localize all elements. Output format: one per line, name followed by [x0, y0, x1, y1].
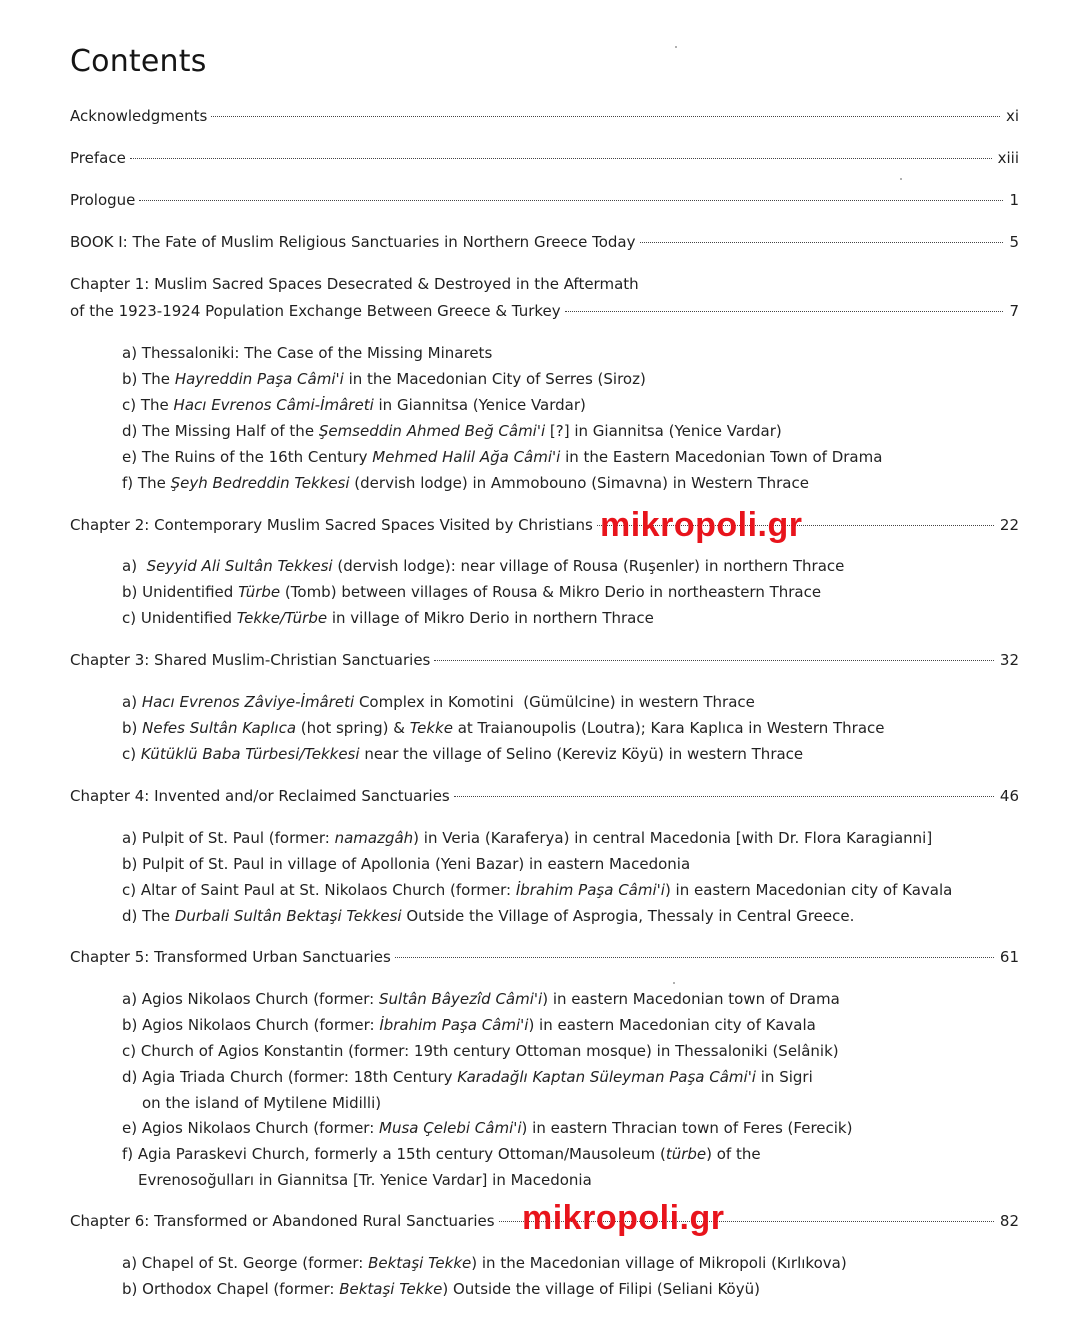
section-text: d) The Missing Half of the [122, 422, 319, 440]
section-text: a) [122, 557, 147, 575]
toc-page-number: 46 [999, 787, 1019, 805]
section-text: ) in eastern Macedonian city of Kavala [528, 1016, 816, 1034]
scan-speck [673, 982, 675, 984]
section-text: Evrenosoğulları in Giannitsa [Tr. Yenice Vardar] in Macedonia [138, 1171, 592, 1189]
section-italic-text: namazgâh [334, 829, 414, 847]
dot-leader [454, 796, 994, 797]
section-1f[interactable] [122, 471, 809, 495]
dot-leader [395, 957, 994, 958]
section-5c[interactable] [122, 1039, 839, 1063]
toc-page-number: 22 [999, 516, 1019, 534]
toc-entry-label: Preface [70, 149, 126, 167]
dot-leader [565, 311, 1004, 312]
section-2a[interactable] [122, 554, 844, 578]
toc-entry-label: Acknowledgments [70, 107, 208, 125]
dot-leader [139, 200, 1003, 201]
watermark-text: mikropoli.gr [600, 506, 803, 544]
section-3a[interactable] [122, 690, 755, 714]
section-5f[interactable] [122, 1142, 761, 1166]
dot-leader [211, 116, 1000, 117]
section-text: f) The [122, 474, 171, 492]
toc-entry-chapter-5[interactable] [70, 945, 1019, 969]
section-text: c) Unidentified [122, 609, 237, 627]
toc-page-number: 61 [999, 948, 1019, 966]
section-italic-text: Kütüklü Baba Türbesi/Tekkesi [140, 745, 360, 763]
section-text: d) Agia Triada Church (former: 18th Century [122, 1068, 458, 1086]
section-1c[interactable] [122, 393, 586, 417]
section-italic-text: Hacı Evrenos Câmi-İmâreti [173, 396, 374, 414]
section-text: b) The [122, 370, 175, 388]
toc-entry-chapter-3[interactable] [70, 648, 1019, 672]
toc-entry-chapter-2[interactable] [70, 513, 1019, 537]
section-text: a) Agios Nikolaos Church (former: [122, 990, 379, 1008]
section-text: on the island of Mytilene Midilli) [142, 1094, 382, 1112]
section-italic-text: türbe [665, 1145, 707, 1163]
section-text: b) Agios Nikolaos Church (former: [122, 1016, 380, 1034]
toc-entry-preface[interactable] [70, 146, 1019, 170]
section-text: d) The [122, 907, 175, 925]
section-text: ) in eastern Macedonian city of Kavala [664, 881, 953, 899]
section-italic-text: Nefes Sultân Kaplıca [142, 719, 297, 737]
section-text: ) in eastern Macedonian town of Drama [542, 990, 840, 1008]
section-3c[interactable] [122, 742, 803, 766]
section-1e[interactable] [122, 445, 882, 469]
section-text: at Traianoupolis (Loutra); Kara Kaplıca in Western Thrace [452, 719, 885, 737]
section-text: c) Church of Agios Konstantin (former: 19th century Ottoman mosque) in Thessaloniki (Selânik) [122, 1042, 839, 1060]
section-3b[interactable] [122, 716, 885, 740]
section-text: (Tomb) between villages of Rousa & Mikro Derio in northeastern Thrace [280, 583, 822, 601]
section-text: a) Thessaloniki: The Case of the Missing Minarets [122, 344, 493, 362]
section-text: a) Pulpit of St. Paul (former: [122, 829, 335, 847]
section-italic-text: Hayreddin Paşa Câmi'i [174, 370, 344, 388]
section-5a[interactable] [122, 987, 840, 1011]
toc-page-number: xi [1005, 107, 1019, 125]
toc-page-number: 5 [1009, 233, 1019, 251]
toc-entry-prologue[interactable] [70, 188, 1019, 212]
section-text: Complex in Komotini (Gümülcine) in western Thrace [354, 693, 755, 711]
section-text: (dervish lodge): near village of Rousa (Ruşenler) in northern Thrace [332, 557, 845, 575]
section-italic-text: Durbali Sultân Bektaşi Tekkesi [174, 907, 402, 925]
section-italic-text: Hacı Evrenos Zâviye-İmâreti [141, 693, 355, 711]
toc-entry-chapter-1[interactable] [70, 299, 1019, 323]
scan-speck [900, 178, 902, 180]
section-1b[interactable] [122, 367, 646, 391]
chapter-1-title-line1[interactable]: Chapter 1: Muslim Sacred Spaces Desecrated & Destroyed in the Aftermath [70, 275, 639, 293]
section-italic-text: Şeyh Bedreddin Tekkesi [170, 474, 350, 492]
section-4c[interactable] [122, 878, 952, 902]
section-text: in Giannitsa (Yenice Vardar) [373, 396, 586, 414]
section-6a[interactable] [122, 1251, 847, 1275]
dot-leader [434, 660, 994, 661]
section-text: a) Chapel of St. George (former: [122, 1254, 369, 1272]
toc-page-number: 82 [999, 1212, 1019, 1230]
section-5f-continued [138, 1168, 592, 1192]
dot-leader [640, 242, 1004, 243]
section-text: in village of Mikro Derio in northern Thrace [327, 609, 654, 627]
section-text: in the Macedonian City of Serres (Siroz) [343, 370, 646, 388]
section-italic-text: Seyyid Ali Sultân Tekkesi [146, 557, 333, 575]
section-italic-text: İbrahim Paşa Câmi'i [379, 1016, 529, 1034]
section-italic-text: Tekke [409, 719, 453, 737]
section-1d[interactable] [122, 419, 782, 443]
section-text: (dervish lodge) in Ammobouno (Simavna) in Western Thrace [349, 474, 809, 492]
toc-entry-label: Prologue [70, 191, 136, 209]
section-text: c) The [122, 396, 174, 414]
section-text: b) Orthodox Chapel (former: [122, 1280, 340, 1298]
section-4b[interactable] [122, 852, 690, 876]
watermark-text: mikropoli.gr [522, 1199, 725, 1237]
section-text: b) Pulpit of St. Paul in village of Apollonia (Yeni Bazar) in eastern Macedonia [122, 855, 691, 873]
section-text: in Sigri [755, 1068, 813, 1086]
section-5b[interactable] [122, 1013, 816, 1037]
section-text: b) Unidentified [122, 583, 239, 601]
toc-entry-label: Chapter 6: Transformed or Abandoned Rural Sanctuaries [70, 1212, 495, 1230]
toc-entry-acknowledgments[interactable] [70, 104, 1019, 128]
section-5d-continued [142, 1091, 381, 1115]
toc-page-number: 1 [1009, 191, 1019, 209]
toc-page-number: 7 [1009, 302, 1019, 320]
section-text: near the village of Selino (Kereviz Köyü) in western Thrace [359, 745, 804, 763]
section-italic-text: Tekke/Türbe [236, 609, 328, 627]
section-text: b) [122, 719, 143, 737]
section-text: ) in eastern Thracian town of Feres (Ferecik) [521, 1119, 853, 1137]
section-2c[interactable] [122, 606, 654, 630]
section-italic-text: Şemseddin Ahmed Beğ Câmi'i [318, 422, 546, 440]
section-text: e) Agios Nikolaos Church (former: [122, 1119, 380, 1137]
section-italic-text: Bektaşi Tekke [368, 1254, 472, 1272]
section-text: (hot spring) & [296, 719, 410, 737]
section-italic-text: İbrahim Paşa Câmi'i [515, 881, 665, 899]
section-5e[interactable] [122, 1116, 852, 1140]
toc-entry-label: Chapter 2: Contemporary Muslim Sacred Spaces Visited by Christians [70, 516, 593, 534]
section-4a[interactable] [122, 826, 932, 850]
section-text: ) in Veria (Karaferya) in central Macedonia [with Dr. Flora Karagianni] [413, 829, 933, 847]
scan-speck [675, 46, 677, 48]
section-text: ) in the Macedonian village of Mikropoli (Kırlıkova) [471, 1254, 847, 1272]
section-italic-text: Musa Çelebi Câmi'i [379, 1119, 522, 1137]
toc-entry-label: BOOK I: The Fate of Muslim Religious Sanctuaries in Northern Greece Today [70, 233, 636, 251]
toc-entry-label: Chapter 4: Invented and/or Reclaimed Sanctuaries [70, 787, 450, 805]
page-title: Contents [70, 44, 207, 79]
section-text: Outside the Village of Asprogia, Thessaly in Central Greece. [401, 907, 855, 925]
section-text: ) Outside the village of Filipi (Seliani Köyü) [442, 1280, 760, 1298]
section-text: c) Altar of Saint Paul at St. Nikolaos Church (former: [122, 881, 516, 899]
section-text: e) The Ruins of the 16th Century [122, 448, 373, 466]
section-6b[interactable] [122, 1277, 760, 1301]
toc-entry-label: Chapter 3: Shared Muslim-Christian Sanctuaries [70, 651, 431, 669]
section-text: [?] in Giannitsa (Yenice Vardar) [545, 422, 782, 440]
section-text: c) [122, 745, 141, 763]
section-4d[interactable] [122, 904, 854, 928]
dot-leader [130, 158, 992, 159]
section-5d[interactable] [122, 1065, 813, 1089]
toc-entry-label: of the 1923-1924 Population Exchange Between Greece & Turkey [70, 302, 561, 320]
toc-entry-book-1[interactable] [70, 230, 1019, 254]
toc-entry-chapter-4[interactable] [70, 784, 1019, 808]
section-italic-text: Sultân Bâyezîd Câmi'i [379, 990, 543, 1008]
toc-page-number: xiii [997, 149, 1019, 167]
section-1a[interactable] [122, 341, 492, 365]
section-text: in the Eastern Macedonian Town of Drama [560, 448, 883, 466]
section-text: a) [122, 693, 142, 711]
section-text: f) Agia Paraskevi Church, formerly a 15th century Ottoman/Mausoleum ( [122, 1145, 666, 1163]
section-text: ) of the [706, 1145, 761, 1163]
section-italic-text: Karadağlı Kaptan Süleyman Paşa Câmi'i [457, 1068, 756, 1086]
toc-page-number: 32 [999, 651, 1019, 669]
section-italic-text: Mehmed Halil Ağa Câmi'i [372, 448, 561, 466]
section-2b[interactable] [122, 580, 821, 604]
toc-entry-label: Chapter 5: Transformed Urban Sanctuaries [70, 948, 391, 966]
section-italic-text: Türbe [238, 583, 281, 601]
section-italic-text: Bektaşi Tekke [339, 1280, 443, 1298]
